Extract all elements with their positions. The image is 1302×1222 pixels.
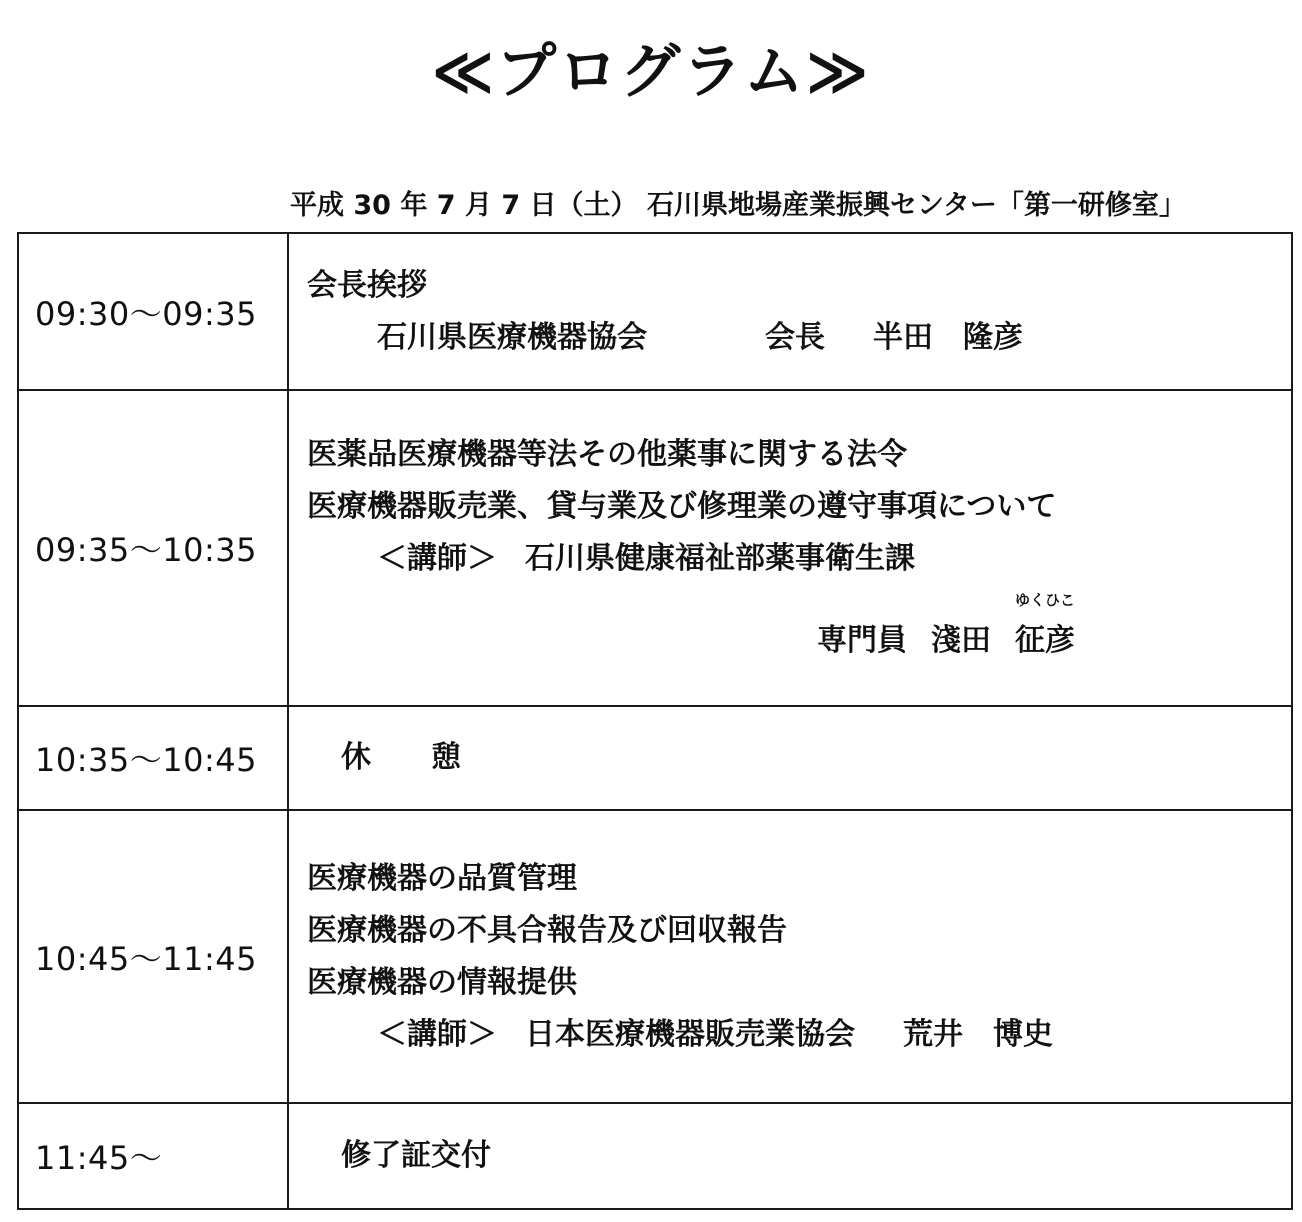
table-row <box>18 706 1292 810</box>
speaker-line <box>307 312 1291 364</box>
lecturer-title: 専門員 <box>817 623 907 658</box>
table-row <box>18 810 1292 1103</box>
lecturer-line <box>307 1009 1291 1061</box>
lecturer-name-line <box>307 591 1291 667</box>
time-slot: 10:45～11:45 <box>18 810 288 1103</box>
session-title: 医療機器の品質管理 <box>307 860 577 896</box>
lecturer-label: ＜講師＞ <box>377 1016 497 1052</box>
time-slot: 10:35～10:45 <box>18 706 288 810</box>
time-slot: 09:30～09:35 <box>18 233 288 390</box>
lecturer-line <box>307 533 1291 585</box>
session-content <box>288 233 1292 390</box>
program-table <box>17 232 1293 1210</box>
session-title: 会長挨拶 <box>307 267 427 303</box>
break-label: 休 憩 <box>341 740 461 775</box>
time-slot: 11:45～ <box>18 1103 288 1209</box>
speaker-org: 石川県医療機器協会 <box>377 319 647 355</box>
speaker-name: 半田 隆彦 <box>873 319 1023 355</box>
session-title: 医薬品医療機器等法その他薬事に関する法令 <box>307 437 907 472</box>
session-content <box>288 390 1292 706</box>
lecturer-org: 石川県健康福祉部薬事衛生課 <box>525 541 915 576</box>
time-slot: 09:35～10:35 <box>18 390 288 706</box>
session-title: 医療機器販売業、貸与業及び修理業の遵守事項について <box>307 489 1057 524</box>
table-row <box>18 1103 1292 1209</box>
lecturer-surname: 淺田 <box>931 623 991 658</box>
session-content <box>288 1103 1292 1209</box>
furigana: ゆくひこ <box>1015 591 1076 609</box>
lecturer-name: 荒井 博史 <box>903 1016 1053 1052</box>
speaker-title: 会長 <box>765 319 825 355</box>
certificate-label: 修了証交付 <box>341 1138 491 1173</box>
session-content <box>288 706 1292 810</box>
table-row <box>18 390 1292 706</box>
session-title: 医療機器の情報提供 <box>307 964 577 1000</box>
page-title: ≪プログラム≫ <box>431 37 871 107</box>
given-name-text: 征彦 <box>1015 623 1075 658</box>
lecturer-label: ＜講師＞ <box>377 541 497 576</box>
session-title: 医療機器の不具合報告及び回収報告 <box>307 912 787 948</box>
lecturer-org: 日本医療機器販売業協会 <box>525 1016 855 1052</box>
table-row <box>18 233 1292 390</box>
lecturer-given-name <box>1015 591 1076 667</box>
date-venue-line: 平成 30 年 7 月 7 日（土） 石川県地場産業振興センター「第一研修室」 <box>290 190 1186 221</box>
session-content <box>288 810 1292 1103</box>
